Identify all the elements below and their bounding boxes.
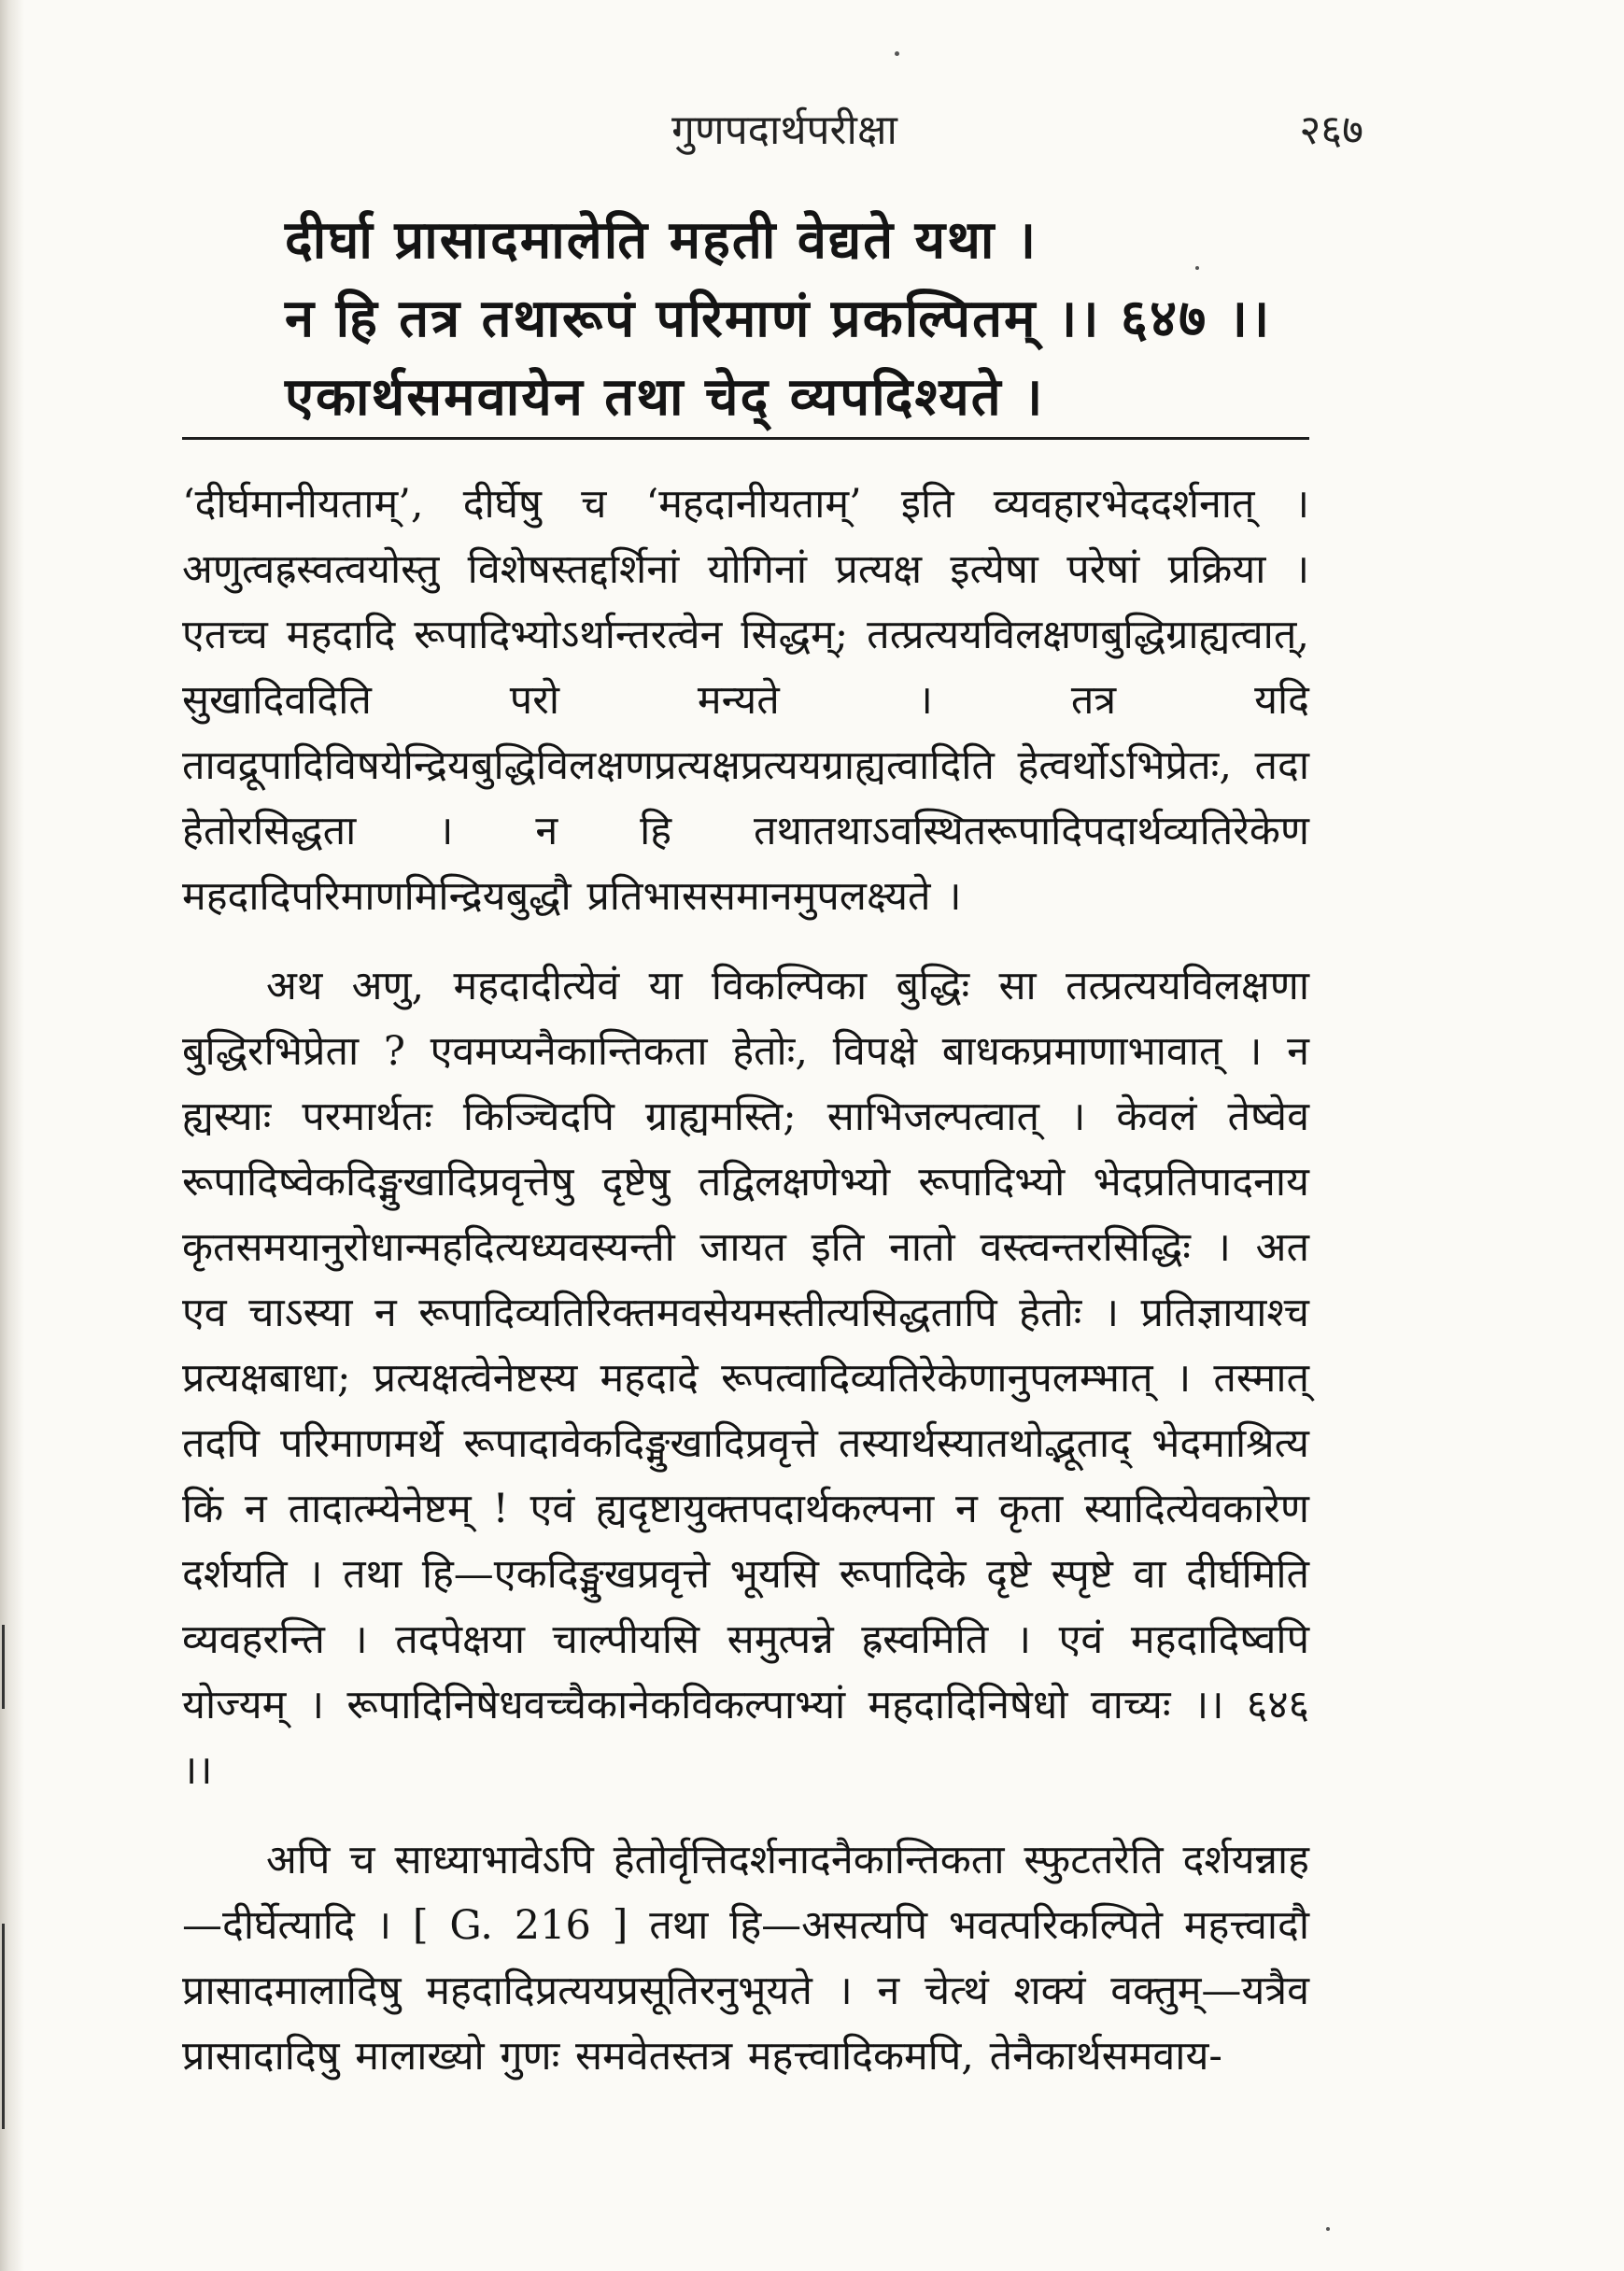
verse-line: न हि तत्र तथारूपं परिमाणं प्रकल्पितम् ।। ६४७ ।।	[285, 288, 1272, 349]
commentary-block	[182, 472, 1309, 2113]
margin-mark	[2, 1924, 12, 2129]
margin-mark	[2, 1625, 12, 1709]
speck	[895, 51, 899, 56]
verse-line: दीर्घा प्रासादमालेति महती वेद्यते यथा ।	[285, 209, 1038, 271]
commentary-paragraph: ‘दीर्घमानीयताम्’, दीर्घेषु च ‘महदानीयताम्’ इति व्यवहारभेददर्शनात् । अणुत्वह्रस्वत्वयोस्तु विशेषस्तद्दर्शिनां योगिनां प्रत्यक्ष इत्येषा परेषां प्रक्रिया । एतच्च महदादि रूपादिभ्योऽर्थान्तरत्वेन सिद्धम्; तत्प्रत्ययविलक्षणबुद्धिग्राह्यत्वात्, सुखादिवदिति परो मन्यते । तत्र यदि तावद्रूपादिविषयेन्द्रियबुद्धिविलक्षणप्रत्यक्षप्रत्ययग्राह्यत्वादिति हेत्वर्थोऽभिप्रेतः, तदा हेतोरसिद्धता । न हि तथातथाऽवस्थितरूपादिपदार्थव्यतिरेकेण महदादिपरिमाणमिन्द्रियबुद्धौ प्रतिभाससमानमुपलक्ष्यते ।	[182, 481, 1309, 920]
page-header	[0, 103, 1624, 159]
commentary-paragraph: अपि च साध्याभावेऽपि हेतोर्वृत्तिदर्शनादनैकान्तिकता स्फुटतरेति दर्शयन्नाह—दीर्घेत्यादि । [ G. 216 ] तथा हि—असत्यपि भवत्परिकल्पिते महत्त्वादौ प्रासादमालादिषु महदादिप्रत्ययप्रसूतिरनुभूयते । न चेत्थं शक्यं वक्तुम्—यत्रैव प्रासादादिषु मालाख्यो गुणः समवेतस्तत्र महत्त्वादिकमपि, तेनैकार्थसमवाय-	[182, 1837, 1309, 2080]
separator-rule	[182, 437, 1309, 440]
commentary-paragraph: अथ अणु, महदादीत्येवं या विकल्पिका बुद्धिः सा तत्प्रत्ययविलक्षणा बुद्धिरभिप्रेता ? एवमप्यनैकान्तिकता हेतोः, विपक्षे बाधकप्रमाणाभावात् । न ह्यस्याः परमार्थतः किञ्चिदपि ग्राह्यमस्ति; साभिजल्पत्वात् । केवलं तेष्वेव रूपादिष्वेकदिङ्मुखादिप्रवृत्तेषु दृष्टेषु तद्विलक्षणेभ्यो रूपादिभ्यो भेदप्रतिपादनाय कृतसमयानुरोधान्महदित्यध्यवस्यन्ती जायत इति नातो वस्त्वन्तरसिद्धिः । अत एव चाऽस्या न रूपादिव्यतिरिक्तमवसेयमस्तीत्यसिद्धतापि हेतोः । प्रतिज्ञायाश्च प्रत्यक्षबाधा; प्रत्यक्षत्वेनेष्टस्य महदादे रूपत्वादिव्यतिरेकेणानुपलम्भात् । तस्मात् तदपि परिमाणमर्थे रूपादावेकदिङ्मुखादिप्रवृत्ते तस्यार्थस्यातथोद्भूताद् भेदमाश्रित्य किं न तादात्म्येनेष्टम् ! एवं ह्यदृष्टायुक्तपदार्थकल्पना न कृता स्यादित्येवकारेण दर्शयति । तथा हि—एकदिङ्मुखप्रवृत्ते भूयसि रूपादिके दृष्टे स्पृष्टे वा दीर्घमिति व्यवहरन्ति । तदपेक्षया चाल्पीयसि समुत्पन्ने ह्रस्वमिति । एवं महदादिष्वपि योज्यम् । रूपादिनिषेधवच्चैकानेकविकल्पाभ्यां महदादिनिषेधो वाच्यः ।। ६४६ ।।	[182, 963, 1309, 1794]
running-title: गुणपदार्थपरीक्षा	[671, 106, 897, 154]
verse-line: एकार्थसमवायेन तथा चेद् व्यपदिश्यते ।	[285, 366, 1045, 428]
page-number: २६७	[1299, 106, 1363, 154]
speck	[1326, 2227, 1330, 2231]
verse-block	[285, 201, 1349, 436]
